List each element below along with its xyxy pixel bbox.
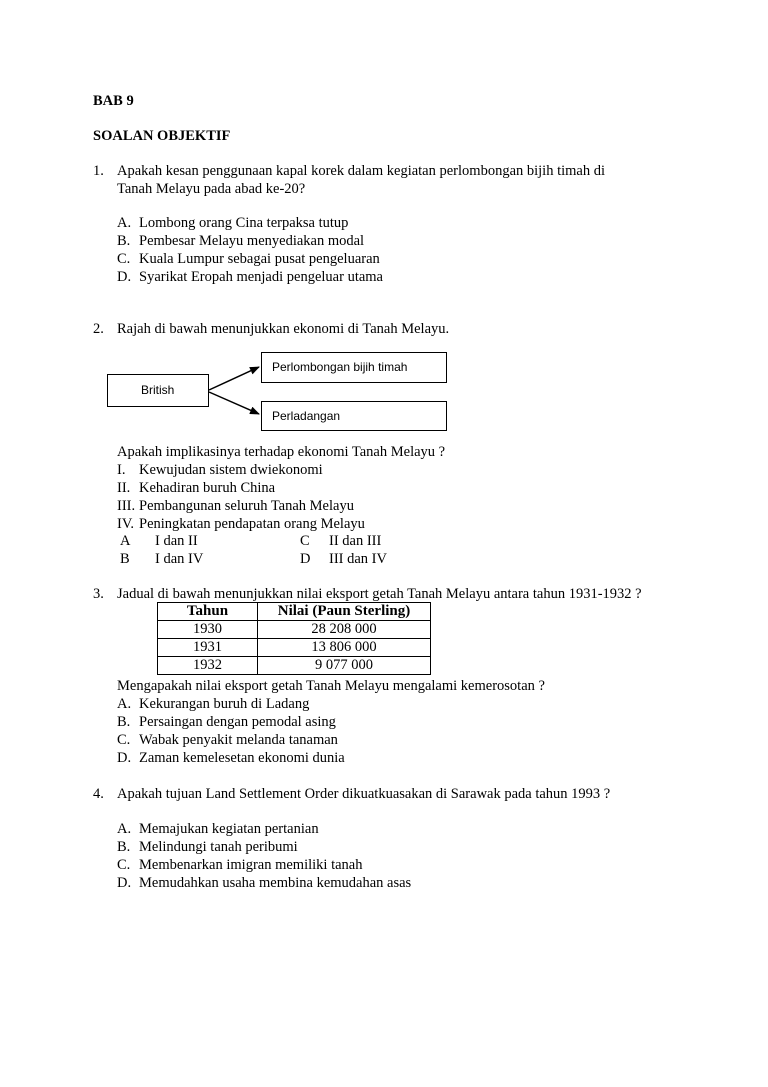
- question-number: 1.: [93, 163, 104, 179]
- option-text: Melindungi tanah peribumi: [139, 839, 298, 855]
- answer-letter: A: [120, 533, 131, 549]
- section-heading: SOALAN OBJEKTIF: [93, 128, 231, 144]
- statement-text: Kewujudan sistem dwiekonomi: [139, 462, 323, 478]
- option-text: Lombong orang Cina terpaksa tutup: [139, 215, 349, 231]
- question-prompt: Mengapakah nilai eksport getah Tanah Melayu mengalami kemerosotan ?: [117, 678, 545, 694]
- arrow-to-mining: [209, 367, 259, 390]
- answer-letter: B: [120, 551, 130, 567]
- question-number: 3.: [93, 586, 104, 602]
- option-letter: B.: [117, 714, 131, 730]
- option-letter: C.: [117, 732, 131, 748]
- statement-roman: II.: [117, 480, 131, 496]
- table-cell-value: 9 077 000: [258, 657, 431, 675]
- question-text: Jadual di bawah menunjukkan nilai eksport getah Tanah Melayu antara tahun 1931-1932 ?: [117, 586, 642, 602]
- statement-roman: I.: [117, 462, 126, 478]
- arrow-to-plantation: [209, 392, 259, 414]
- answer-letter: D: [300, 551, 311, 567]
- chapter-heading: BAB 9: [93, 93, 134, 109]
- option-letter: C.: [117, 857, 131, 873]
- option-text: Persaingan dengan pemodal asing: [139, 714, 336, 730]
- diagram-target-top-label: Perlombongan bijih timah: [272, 360, 408, 374]
- option-text: Syarikat Eropah menjadi pengeluar utama: [139, 269, 383, 285]
- answer-text: III dan IV: [329, 551, 387, 567]
- option-letter: A.: [117, 215, 132, 231]
- table-row: [158, 639, 431, 657]
- option-letter: A.: [117, 696, 132, 712]
- option-letter: C.: [117, 251, 131, 267]
- option-letter: B.: [117, 233, 131, 249]
- table-cell-year: 1931: [158, 639, 258, 657]
- option-letter: B.: [117, 839, 131, 855]
- option-text: Wabak penyakit melanda tanaman: [139, 732, 338, 748]
- option-letter: D.: [117, 269, 132, 285]
- question-text: Rajah di bawah menunjukkan ekonomi di Tanah Melayu.: [117, 321, 450, 337]
- option-text: Zaman kemelesetan ekonomi dunia: [139, 750, 345, 766]
- question-text: Tanah Melayu pada abad ke-20?: [117, 181, 306, 197]
- diagram-source-label: British: [141, 383, 175, 397]
- statement-roman: IV.: [117, 516, 135, 532]
- diagram-target-bottom-label: Perladangan: [272, 409, 341, 423]
- option-text: Kekurangan buruh di Ladang: [139, 696, 310, 712]
- answer-text: I dan IV: [155, 551, 204, 567]
- table-row: [158, 621, 431, 639]
- option-text: Kuala Lumpur sebagai pusat pengeluaran: [139, 251, 380, 267]
- question-number: 2.: [93, 321, 104, 337]
- option-letter: D.: [117, 750, 132, 766]
- option-text: Memudahkan usaha membina kemudahan asas: [139, 875, 412, 891]
- table-row: [158, 657, 431, 675]
- table-cell-year: 1930: [158, 621, 258, 639]
- question-prompt: Apakah implikasinya terhadap ekonomi Tanah Melayu ?: [117, 444, 446, 460]
- option-text: Pembesar Melayu menyediakan modal: [139, 233, 365, 249]
- table-header-row: [158, 603, 431, 621]
- table-header-value: Nilai (Paun Sterling): [258, 603, 431, 621]
- option-text: Membenarkan imigran memiliki tanah: [139, 857, 363, 873]
- table-cell-year: 1932: [158, 657, 258, 675]
- question-text: Apakah tujuan Land Settlement Order dikuatkuasakan di Sarawak pada tahun 1993 ?: [117, 786, 611, 802]
- answer-text: I dan II: [155, 533, 198, 549]
- table-cell-value: 13 806 000: [258, 639, 431, 657]
- statement-text: Pembangunan seluruh Tanah Melayu: [139, 498, 354, 514]
- answer-text: II dan III: [329, 533, 382, 549]
- statement-text: Kehadiran buruh China: [139, 480, 276, 496]
- table-cell-value: 28 208 000: [258, 621, 431, 639]
- option-letter: A.: [117, 821, 132, 837]
- question-number: 4.: [93, 786, 104, 802]
- option-letter: D.: [117, 875, 132, 891]
- export-table: [157, 602, 431, 675]
- question-text: Apakah kesan penggunaan kapal korek dalam kegiatan perlombongan bijih timah di: [117, 163, 606, 179]
- statement-text: Peningkatan pendapatan orang Melayu: [139, 516, 365, 532]
- table-header-year: Tahun: [158, 603, 258, 621]
- option-text: Memajukan kegiatan pertanian: [139, 821, 319, 837]
- statement-roman: III.: [117, 498, 136, 514]
- answer-letter: C: [300, 533, 310, 549]
